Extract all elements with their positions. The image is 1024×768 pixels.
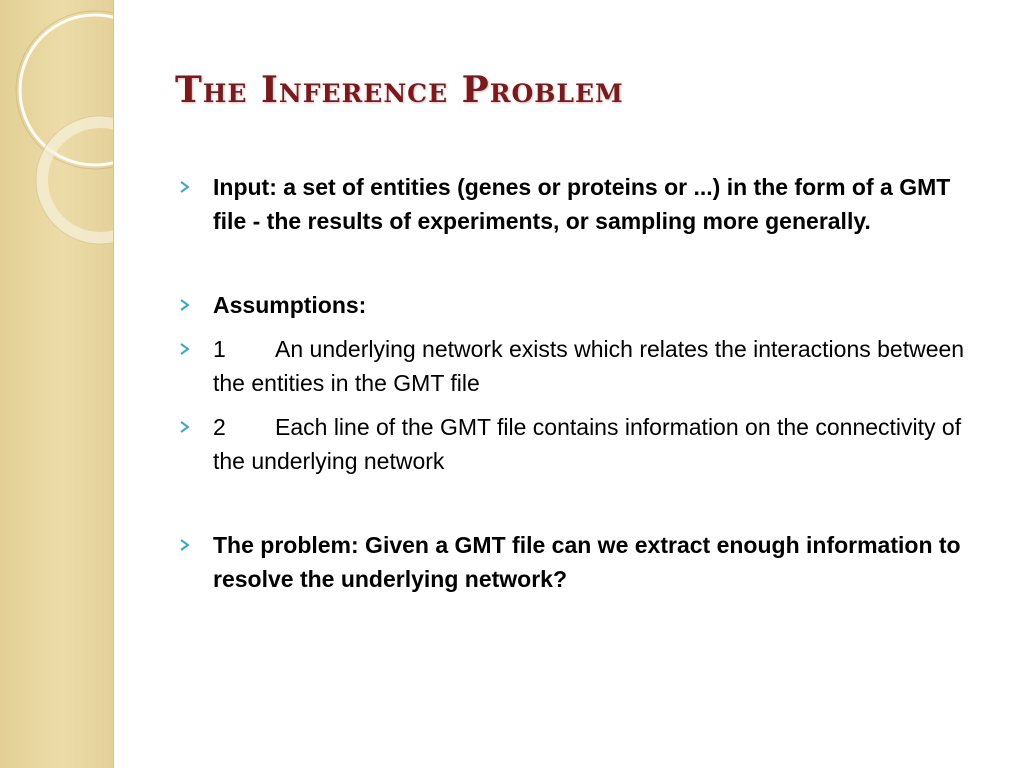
bullet-list xyxy=(175,170,965,596)
chevron-right-icon xyxy=(179,332,197,366)
bullet-number: 1 xyxy=(213,336,226,362)
bullet-text: An underlying network exists which relates the interactions between the entities in the GMT file xyxy=(213,336,965,396)
bullet-text: Assumptions: xyxy=(213,292,367,318)
bullet-problem xyxy=(175,528,965,596)
bullet-input xyxy=(175,170,965,238)
bullet-text: The problem: Given a GMT file can we extract enough information to resolve the underlying network? xyxy=(213,532,961,592)
bullet-text: Each line of the GMT file contains information on the connectivity of the underlying network xyxy=(213,414,962,474)
chevron-right-icon xyxy=(179,528,197,562)
chevron-right-icon xyxy=(179,410,197,444)
slide-title: The Inference Problem xyxy=(175,69,624,111)
chevron-right-icon xyxy=(179,288,197,322)
chevron-right-icon xyxy=(179,170,197,204)
decorative-rings xyxy=(0,0,113,768)
bullet-assumption-1 xyxy=(175,332,965,400)
bullet-assumptions xyxy=(175,288,965,322)
bullet-number: 2 xyxy=(213,414,226,440)
decorative-side-band xyxy=(0,0,114,768)
bullet-assumption-2 xyxy=(175,410,965,478)
bullet-text: Input: a set of entities (genes or proteins or ...) in the form of a GMT file - the results of experiments, or sampling more generally. xyxy=(213,174,951,234)
